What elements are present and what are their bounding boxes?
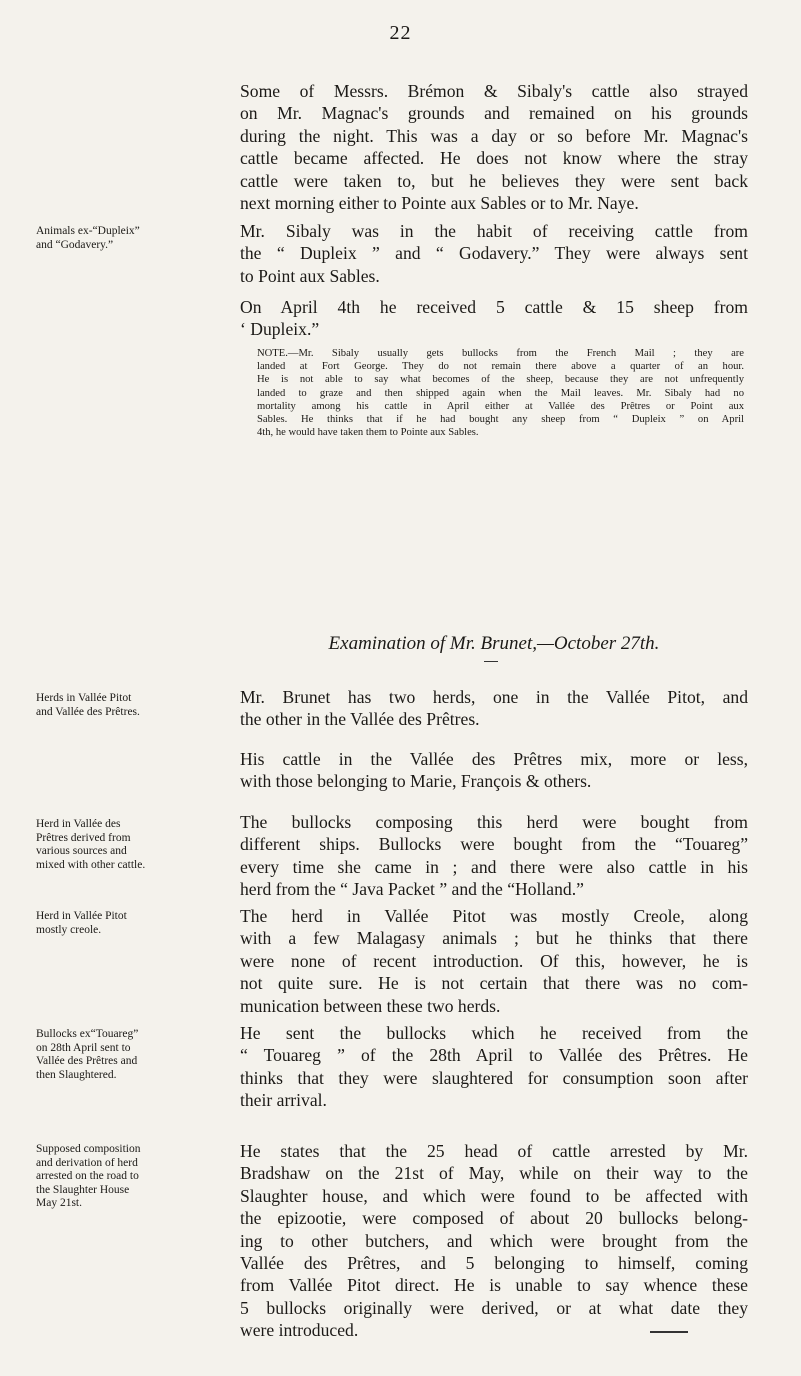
- footnote-line: landed to graze and then shipped again when the Mail leaves. Mr. Sibaly had no: [257, 387, 744, 399]
- paragraph-line: Slaughter house, and which were found to be affected with: [240, 1185, 748, 1206]
- side-note-line: and “Godavery.”: [36, 238, 114, 251]
- side-note-line: Prêtres derived from: [36, 831, 131, 844]
- paragraph-line: The herd in Vallée Pitot was mostly Creole, along: [240, 906, 748, 926]
- paragraph-line: different ships. Bullocks were bought from the “Touareg”: [240, 834, 748, 855]
- paragraph-line: cattle became affected. He does not know where the stray: [240, 148, 748, 169]
- paragraph-line: were introduced.: [240, 1320, 359, 1341]
- footnote-line: NOTE.—Mr. Sibaly usually gets bullocks from the French Mail ; they are: [257, 348, 744, 359]
- paragraph-sibaly-habit: [240, 220, 748, 287]
- paragraph-bullocks-bought: [240, 811, 748, 901]
- side-note-line: arrested on the road to: [36, 1170, 139, 1182]
- paragraph-line: on Mr. Magnac's grounds and remained on his grounds: [240, 103, 748, 124]
- paragraph-line: Mr. Brunet has two herds, one in the Vallée Pitot, and: [240, 687, 748, 707]
- paragraph-line: thinks that they were slaughtered for consumption soon after: [240, 1067, 748, 1088]
- footnote-sibaly: [257, 347, 744, 439]
- side-note-line: and Vallée des Prêtres.: [36, 705, 140, 718]
- paragraph-touareg: [240, 1022, 748, 1112]
- footnote-line: Sables. He thinks that if he had bought any sheep from “ Dupleix ” on April: [257, 414, 744, 426]
- paragraph-line: every time she came in ; and there were also cattle in his: [240, 856, 748, 877]
- paragraph-line: He sent the bullocks which he received from the: [240, 1023, 748, 1043]
- paragraph-line: from Vallée Pitot direct. He is unable to say whence these: [240, 1275, 748, 1296]
- paragraph-line: were none of recent introduction. Of this, however, he is: [240, 950, 748, 971]
- side-note-herds: [36, 692, 236, 719]
- side-note-line: the Slaughter House: [36, 1183, 130, 1196]
- page-number: 22: [389, 22, 412, 44]
- paragraph-line: His cattle in the Vallée des Prêtres mix, more or less,: [240, 749, 748, 769]
- heading-rule: [484, 661, 498, 662]
- paragraph-line: with a few Malagasy animals ; but he thinks that there: [240, 928, 748, 949]
- side-note-line: on 28th April sent to: [36, 1041, 131, 1054]
- side-note-line: mixed with other cattle.: [36, 858, 146, 871]
- side-note-line: Vallée des Prêtres and: [36, 1055, 138, 1067]
- paragraph-line: not quite sure. He is not certain that there was no com-: [240, 973, 748, 994]
- side-note-line: mostly creole.: [36, 923, 102, 936]
- side-note-line: Herd in Vallée des: [36, 818, 121, 830]
- paragraph-line: munication between these two herds.: [240, 995, 501, 1016]
- paragraph-stray-cattle: [240, 80, 748, 214]
- side-note-line: then Slaughtered.: [36, 1068, 117, 1081]
- footnote-line: He is not able to say what becomes of the sheep, because they are not unfrequently: [257, 374, 744, 386]
- side-note-line: Supposed composition: [36, 1143, 141, 1155]
- footnote-line: 4th, he would have taken them to Pointe aux Sables.: [257, 427, 479, 439]
- side-note-supposed-composition: [36, 1143, 236, 1211]
- paragraph-line: cattle were taken to, but he believes they were sent back: [240, 170, 748, 191]
- end-rule: [650, 1331, 688, 1333]
- side-note-herd-pitot: [36, 910, 236, 937]
- footnote-line: landed at Fort George. They do not remain there above a quarter of an hour.: [257, 361, 744, 373]
- paragraph-line: with those belonging to Marie, François & others.: [240, 771, 592, 792]
- side-note-line: Animals ex-“Dupleix”: [36, 225, 140, 237]
- paragraph-line: The bullocks composing this herd were bought from: [240, 812, 748, 832]
- paragraph-arrested-cattle: [240, 1140, 748, 1342]
- side-note-herd-pretres: [36, 818, 236, 872]
- side-note-line: Herds in Vallée Pitot: [36, 692, 132, 704]
- paragraph-line: the other in the Vallée des Prêtres.: [240, 709, 480, 730]
- paragraph-line: Bradshaw on the 21st of May, while on their way to the: [240, 1163, 748, 1184]
- side-note-line: various sources and: [36, 845, 127, 857]
- paragraph-cattle-mix: [240, 748, 748, 793]
- paragraph-line: Mr. Sibaly was in the habit of receiving cattle from: [240, 221, 748, 241]
- paragraph-line: their arrival.: [240, 1090, 327, 1111]
- paragraph-line: Vallée des Prêtres, and 5 belonging to himself, coming: [240, 1253, 748, 1274]
- paragraph-line: next morning either to Pointe aux Sables or to Mr. Naye.: [240, 193, 639, 214]
- paragraph-brunet-herds: [240, 686, 748, 731]
- side-note-touareg: [36, 1028, 236, 1082]
- paragraph-april-4th: [240, 296, 748, 341]
- paragraph-line: 5 bullocks originally were derived, or at what date they: [240, 1297, 748, 1318]
- footnote-line: mortality among his cattle in April either at Vallée des Prêtres or Point aux: [257, 400, 744, 412]
- side-note-line: Herd in Vallée Pitot: [36, 910, 127, 922]
- paragraph-line: On April 4th he received 5 cattle & 15 sheep from: [240, 297, 748, 317]
- paragraph-line: during the night. This was a day or so before Mr. Magnac's: [240, 125, 748, 146]
- side-note-line: May 21st.: [36, 1197, 82, 1209]
- paragraph-line: “ Touareg ” of the 28th April to Vallée des Prêtres. He: [240, 1045, 748, 1066]
- paragraph-line: ‘ Dupleix.”: [240, 319, 320, 340]
- section-heading: Examination of Mr. Brunet,—October 27th.: [328, 633, 660, 654]
- paragraph-herd-pitot: [240, 905, 748, 1017]
- paragraph-line: He states that the 25 head of cattle arrested by Mr.: [240, 1141, 748, 1161]
- side-note-line: Bullocks ex“Touareg”: [36, 1028, 139, 1040]
- paragraph-line: Some of Messrs. Brémon & Sibaly's cattle also strayed: [240, 81, 748, 101]
- side-note-line: and derivation of herd: [36, 1156, 138, 1169]
- paragraph-line: the “ Dupleix ” and “ Godavery.” They were always sent: [240, 243, 748, 264]
- paragraph-line: herd from the “ Java Packet ” and the “Holland.”: [240, 879, 584, 900]
- paragraph-line: to Point aux Sables.: [240, 265, 380, 286]
- paragraph-line: ing to other butchers, and which were brought from the: [240, 1230, 748, 1251]
- side-note-animals-dupleix: [36, 225, 236, 252]
- paragraph-line: the epizootie, were composed of about 20 bullocks belong-: [240, 1208, 748, 1229]
